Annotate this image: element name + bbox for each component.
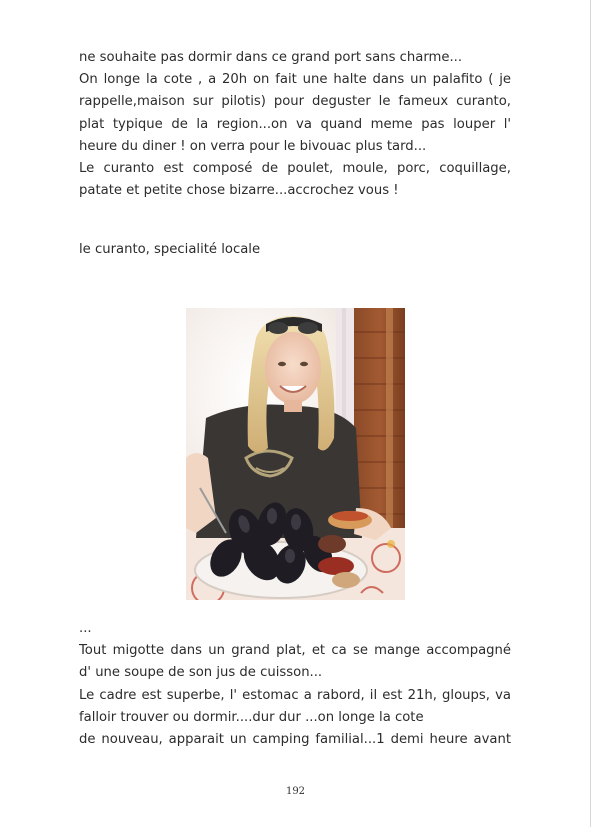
text-line: ... [79,621,92,636]
text-line: de nouveau, apparait un camping familial...1 demi heure avant [79,731,511,747]
text-line: plat typique de la region...on va quand meme pas louper l' [79,116,511,132]
photo-caption [79,242,511,264]
text-line: ne souhaite pas dormir dans ce grand port sans charme... [79,50,463,65]
photo-illustration [186,308,405,600]
text-line: d' une soupe de son jus de cuisson... [79,665,323,681]
text-line: Le curanto est composé de poulet, moule, porc, coquillage, [79,160,511,176]
text-line: Le cadre est superbe, l' estomac a rabord, il est 21h, gloups, va [79,687,511,703]
text-line: Tout migotte dans un grand plat, et ca se mange accompagné [79,643,511,659]
page-number: 192 [285,786,306,797]
text-line: falloir trouver ou dormir....dur dur ...on longe la cote [79,709,424,725]
caption-text: le curanto, specialité locale [79,242,261,257]
text-line: rappelle,maison sur pilotis) pour deguster le fameux curanto, [79,94,511,110]
top-paragraph [79,50,511,205]
text-line: heure du diner ! on verra pour le bivouac plus tard... [79,138,427,154]
curanto-photo [186,308,405,600]
bottom-paragraph [79,621,511,754]
text-line: patate et petite chose bizarre...accrochez vous ! [79,183,399,199]
text-line: On longe la cote , a 20h on fait une halte dans un palafito ( je [79,72,511,88]
